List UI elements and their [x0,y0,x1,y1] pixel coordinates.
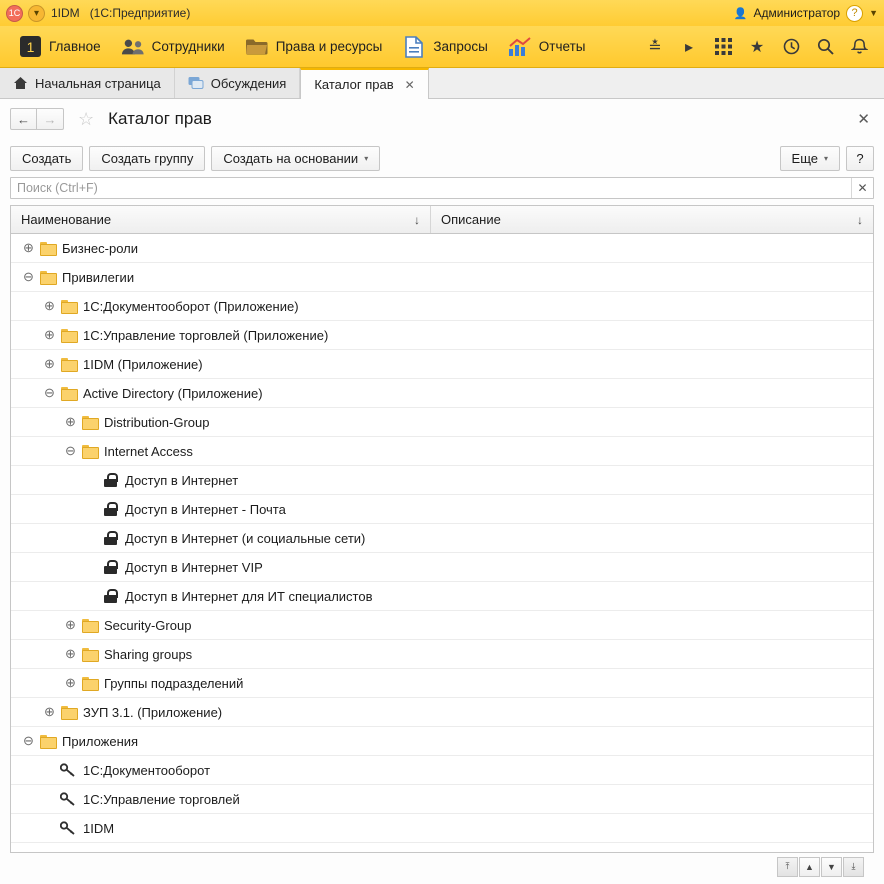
folder-icon [36,242,58,254]
lock-icon [99,560,121,574]
expand-toggle-icon[interactable]: ⊕ [65,646,76,661]
folder-icon [57,387,79,399]
history-icon[interactable] [774,26,808,68]
scroll-top-icon[interactable]: ⤒ [777,857,798,877]
cell-name-label: Active Directory (Приложение) [83,385,263,401]
table-row[interactable] [11,321,873,350]
table-row[interactable] [11,727,873,756]
collapse-toggle-icon[interactable]: ⊖ [23,269,34,284]
tab-bar [0,68,884,99]
cell-name [11,473,431,488]
table-row[interactable] [11,350,873,379]
svg-text:1: 1 [26,39,34,55]
menu-item-rights-resources-label: Права и ресурсы [275,39,383,54]
app-logo-icon: 1C [6,5,23,22]
lock-icon [99,589,121,603]
collapse-toggle-icon[interactable]: ⊖ [23,733,34,748]
cell-name-label: Доступ в Интернет (и социальные сети) [125,530,366,546]
folder-icon [57,706,79,718]
sort-arrow-icon[interactable]: ↓ [414,212,420,227]
create-group-button[interactable] [89,146,205,171]
table-row[interactable] [11,495,873,524]
cell-name [11,241,431,256]
expand-toggle-icon[interactable]: ⊕ [23,240,34,255]
cell-name-label: Доступ в Интернет - Почта [125,501,286,517]
key-icon [57,763,79,777]
table-row[interactable] [11,582,873,611]
more-button[interactable] [780,146,840,171]
expand-toggle-icon[interactable]: ⊕ [65,414,76,429]
search-icon[interactable] [808,26,842,68]
table-row[interactable] [11,466,873,495]
cell-name [11,792,431,807]
menu-item-rights-resources[interactable] [235,26,393,68]
cell-name [11,734,431,749]
cell-name [11,618,431,633]
create-group-button-label: Создать группу [101,150,194,166]
home-icon [13,76,28,90]
menu-item-reports[interactable] [498,26,596,68]
title-bar-right [734,5,878,22]
cell-name-label: Доступ в Интернет VIP [125,559,263,575]
close-icon[interactable]: ✕ [404,77,415,92]
form-close-button[interactable]: ✕ [857,111,870,128]
tab-discussions-label: Обсуждения [210,75,287,91]
folder-icon [36,271,58,283]
expand-toggle-icon[interactable]: ⊕ [44,327,55,342]
more-button-label: Еще [791,150,818,166]
column-header-description-label: Описание [441,212,501,227]
expand-toggle-icon[interactable]: ⊕ [65,675,76,690]
cell-name [11,560,431,575]
cell-name [11,444,431,459]
chevron-right-icon[interactable]: ▸ [684,38,694,56]
help-button-label: ? [856,150,864,166]
functions-icon[interactable]: ≛ [648,38,662,56]
folder-icon [57,358,79,370]
menu-item-main[interactable] [8,26,111,68]
cell-name [11,270,431,285]
favorite-star-icon[interactable]: ☆ [78,108,95,129]
folder-icon [36,735,58,747]
main-toolbar [0,26,884,68]
cell-name [11,328,431,343]
cell-name-label: 1IDM [83,820,115,836]
table-row[interactable] [11,785,873,814]
lock-icon [99,502,121,516]
cell-name [11,299,431,314]
folder-icon [78,619,100,631]
create-based-on-button[interactable] [211,146,380,171]
scroll-down-icon[interactable]: ▼ [821,857,842,877]
cell-name-label: 1IDM (Приложение) [83,356,203,372]
window-title-app: 1IDM [51,6,80,20]
column-header-name[interactable] [11,206,431,233]
apps-grid-icon[interactable] [706,26,740,68]
table-row[interactable] [11,669,873,698]
create-button[interactable] [10,146,83,171]
title-bar [0,0,884,26]
bell-icon[interactable] [842,26,876,68]
home-badge-icon [18,35,42,59]
table-row[interactable] [11,263,873,292]
cell-name [11,386,431,401]
cell-name-label: 1С:Управление торговлей [83,791,240,807]
table-row[interactable] [11,611,873,640]
create-button-label: Создать [22,150,72,166]
navigation-buttons [10,108,64,130]
cell-name-label: Бизнес-роли [62,240,139,256]
command-bar [0,139,884,177]
cell-name [11,763,431,778]
collapse-toggle-icon[interactable]: ⊖ [65,443,76,458]
folder-icon [57,329,79,341]
table-header [11,206,873,234]
page-title: Каталог прав [108,109,212,128]
document-icon [402,35,426,59]
collapse-toggle-icon[interactable]: ⊖ [44,385,55,400]
main-toolbar-right [638,26,876,68]
window-title [51,6,190,20]
table-row[interactable] [11,408,873,437]
chevron-down-icon: ▾ [364,153,369,163]
cell-name-label: 1С:Документооборот [83,762,211,778]
expand-toggle-icon[interactable]: ⊕ [44,704,55,719]
table-row[interactable] [11,553,873,582]
expand-toggle-icon[interactable]: ⊕ [44,298,55,313]
cell-name-label: Группы подразделений [104,675,244,691]
folder-icon [245,35,269,59]
cell-name-label: ЗУП 3.1. (Приложение) [83,704,223,720]
chat-icon [188,76,204,90]
table-row[interactable] [11,698,873,727]
table-row[interactable] [11,524,873,553]
cell-name [11,821,431,836]
key-icon [57,792,79,806]
search-row [0,177,884,205]
key-icon [57,821,79,835]
clear-search-icon[interactable]: ✕ [851,178,873,198]
table-row[interactable] [11,292,873,321]
table-row[interactable] [11,640,873,669]
cell-name-label: Привилегии [62,269,135,285]
cell-name-label: Security-Group [104,617,192,633]
table-scroll-controls [10,852,874,880]
table-row[interactable] [11,437,873,466]
cell-name-label: 1С:Документооборот (Приложение) [83,298,299,314]
lock-icon [99,473,121,487]
cell-name [11,502,431,517]
expand-toggle-icon[interactable]: ⊕ [65,617,76,632]
table-body [11,234,873,852]
help-button[interactable] [846,146,874,171]
cell-name-label: Приложения [62,733,139,749]
tab-rights-catalog-label: Каталог прав [314,77,394,92]
cell-name [11,589,431,604]
cell-name [11,647,431,662]
tab-rights-catalog[interactable] [300,68,428,99]
table-row[interactable] [11,234,873,263]
column-header-description[interactable] [431,206,873,233]
cell-name-label: Internet Access [104,443,193,459]
cell-name [11,676,431,691]
current-user-label: Администратор [753,6,841,20]
cell-name [11,415,431,430]
column-header-name-label: Наименование [21,212,112,227]
quick-menu-icon[interactable]: ▾ [28,5,45,22]
cell-name-label: 1С:Управление торговлей (Приложение) [83,327,329,343]
menu-item-main-label: Главное [49,39,101,54]
cell-name-label: Доступ в Интернет [125,472,239,488]
table-row[interactable] [11,756,873,785]
folder-icon [78,677,100,689]
menu-item-reports-label: Отчеты [538,39,586,54]
tab-home-label: Начальная страница [35,75,161,91]
cell-name-label: Distribution-Group [104,414,210,430]
cell-name [11,531,431,546]
window-title-config: (1С:Предприятие) [89,6,191,20]
folder-icon [78,445,100,457]
people-icon [121,35,145,59]
cell-name-label: Sharing groups [104,646,193,662]
form-header [0,99,884,139]
chevron-down-icon[interactable]: ▼ [869,8,878,18]
user-icon: 👤 [733,7,748,20]
menu-item-requests[interactable] [392,26,497,68]
help-icon[interactable]: ? [846,5,863,22]
chevron-down-icon: ▾ [823,153,828,163]
folder-icon [78,648,100,660]
search-box[interactable] [10,177,874,199]
star-icon[interactable]: ★ [749,38,765,56]
title-bar-left [6,5,45,22]
back-button[interactable]: ← [10,108,37,130]
forward-button[interactable]: → [37,108,64,130]
table-row[interactable] [11,379,873,408]
cell-name-label: Доступ в Интернет для ИТ специалистов [125,588,373,604]
expand-toggle-icon[interactable]: ⊕ [44,356,55,371]
search-input[interactable] [11,181,851,195]
tab-discussions[interactable] [175,68,301,98]
cell-name [11,357,431,372]
scroll-bottom-icon[interactable]: ⤓ [843,857,864,877]
command-bar-right [780,146,874,171]
tab-home[interactable] [0,68,175,98]
cell-name [11,705,431,720]
rights-catalog-table [10,205,874,852]
menu-item-employees-label: Сотрудники [151,39,225,54]
menu-item-employees[interactable] [111,26,235,68]
folder-icon [78,416,100,428]
sort-arrow-icon[interactable]: ↓ [857,212,863,227]
menu-item-requests-label: Запросы [433,39,488,54]
create-based-on-button-label: Создать на основании [223,150,359,166]
chart-icon [508,35,532,59]
lock-icon [99,531,121,545]
table-row[interactable] [11,814,873,843]
folder-icon [57,300,79,312]
scroll-up-icon[interactable]: ▲ [799,857,820,877]
